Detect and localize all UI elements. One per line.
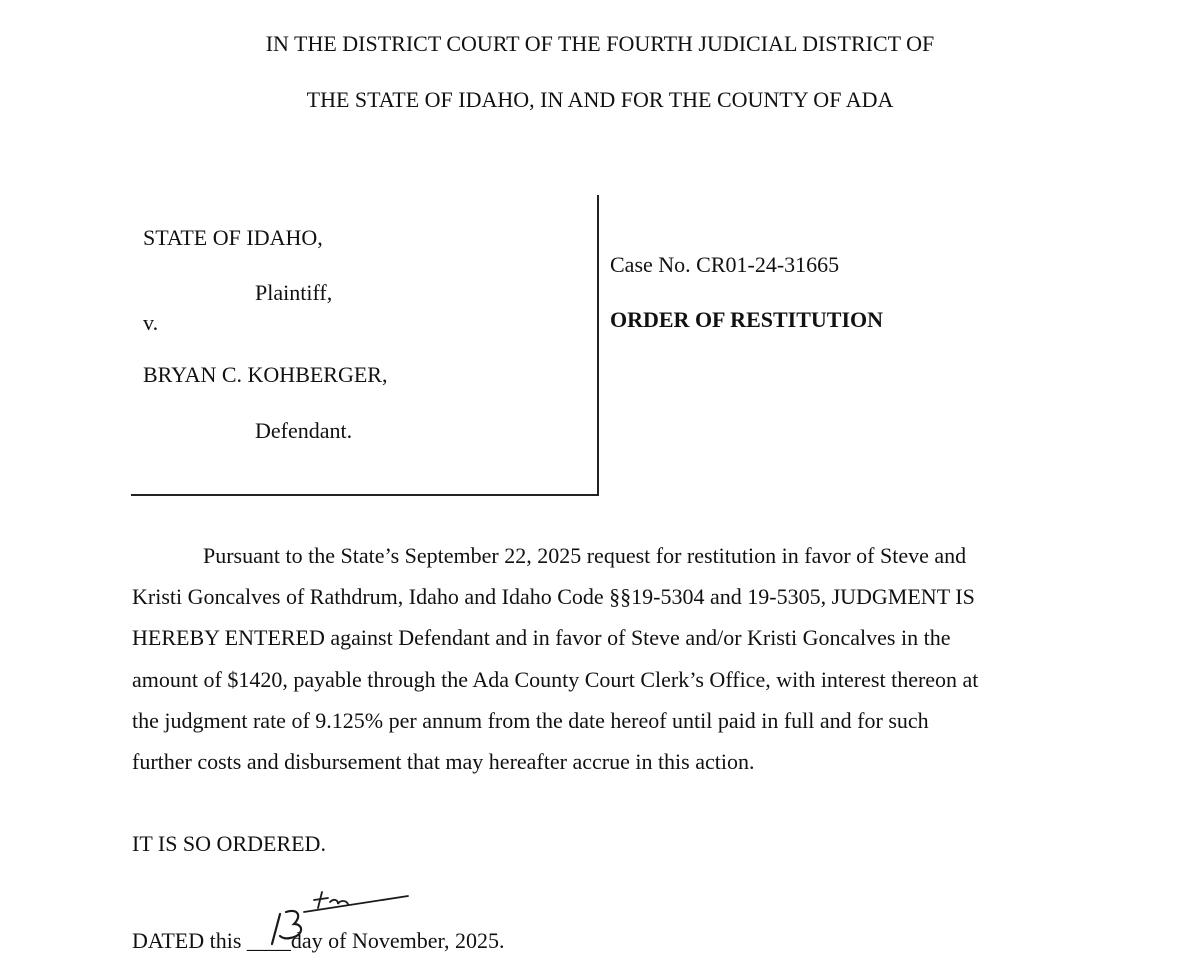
so-ordered-statement: IT IS SO ORDERED. bbox=[132, 831, 326, 856]
body-line: the judgment rate of 9.125% per annum from the date hereof until paid in full and for such bbox=[132, 707, 929, 733]
versus-label: v. bbox=[143, 310, 159, 335]
body-line: Kristi Goncalves of Rathdrum, Idaho and Idaho Code §§19-5304 and 19-5305, JUDGMENT IS bbox=[132, 584, 975, 610]
plaintiff-name: STATE OF IDAHO, bbox=[143, 225, 323, 250]
dated-prefix: DATED this bbox=[132, 928, 242, 953]
dated-suffix: day of November, 2025. bbox=[290, 928, 505, 953]
body-line: Pursuant to the State’s September 22, 2025 request for restitution in favor of Steve and bbox=[203, 543, 967, 568]
body-line: amount of $1420, payable through the Ada County Court Clerk’s Office, with interest thereon at bbox=[132, 666, 979, 692]
order-body bbox=[132, 535, 1072, 782]
court-heading-line-2: THE STATE OF IDAHO, IN AND FOR THE COUNTY OF ADA bbox=[306, 87, 894, 112]
plaintiff-role: Plaintiff, bbox=[255, 280, 333, 305]
body-line: further costs and disbursement that may hereafter accrue in this action. bbox=[132, 748, 755, 774]
day-blank: ____ bbox=[246, 928, 291, 953]
defendant-name: BRYAN C. KOHBERGER, bbox=[143, 362, 388, 387]
case-number: Case No. CR01-24-31665 bbox=[610, 252, 840, 277]
document-title: ORDER OF RESTITUTION bbox=[610, 307, 884, 332]
court-heading-line-1: IN THE DISTRICT COURT OF THE FOURTH JUDICIAL DISTRICT OF bbox=[265, 31, 935, 56]
handwritten-day-mark bbox=[258, 888, 418, 948]
defendant-role: Defendant. bbox=[255, 418, 353, 443]
body-line: HEREBY ENTERED against Defendant and in favor of Steve and/or Kristi Goncalves in the bbox=[132, 625, 951, 651]
